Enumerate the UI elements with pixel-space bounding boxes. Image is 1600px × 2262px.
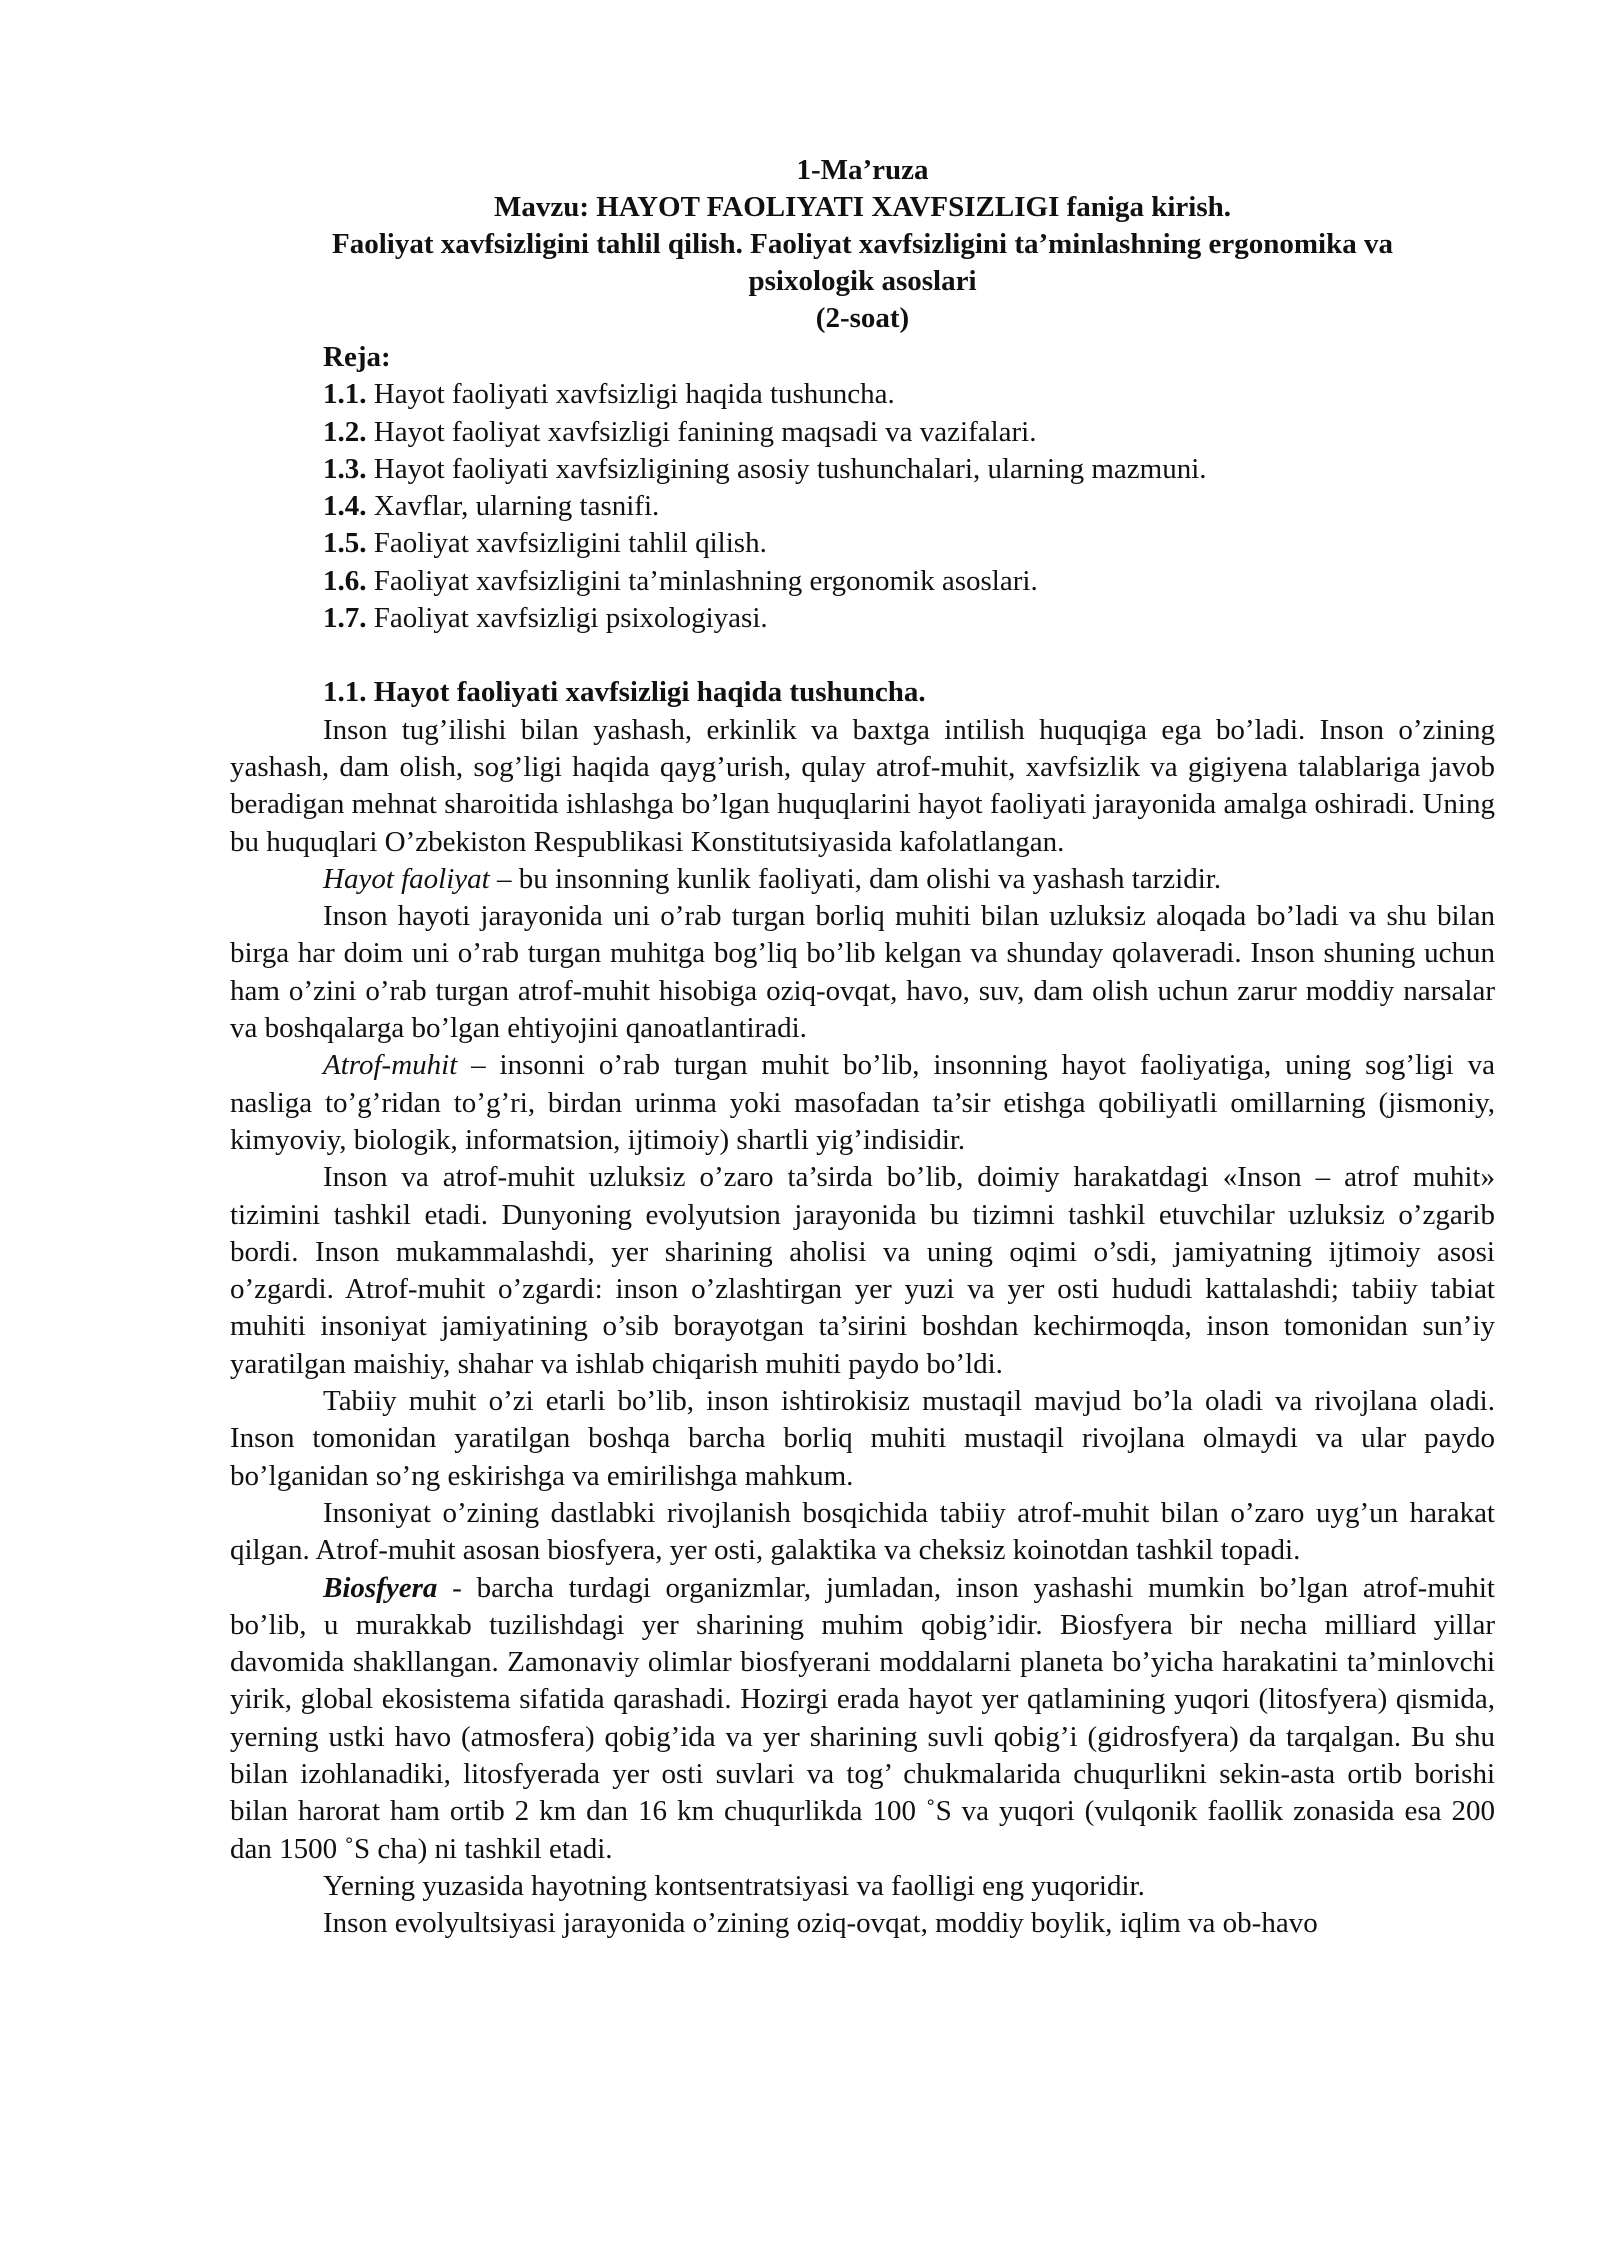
plan-label: Reja:	[323, 341, 391, 373]
paragraph: Inson va atrof-muhit uzluksiz o’zaro ta’sirda bo’lib, doimiy harakatdagi «Inson – atrof muhit» tizimini tashkil etadi. Dunyoning evolyutsion jarayonida bu tizimni tashkil etuvchilar uzluksiz o’zgarib bordi. Inson mukammalashdi, yer sharining aholisi va uning oqimi o’sdi, jamiyatning ijtimoiy asosi o’zgardi. Atrof-muhit o’zgardi: inson o’zlashtirgan yer yuzi va yer osti hududi kattalashdi; tabiiy tabiat muhiti insoniyat jamiyatining o’sib borayotgan ta’sirini boshdan kechirmoqda, inson tomonidan sun’iy yaratilgan maishiy, shahar va ishlab chiqarish muhiti paydo bo’ldi.	[230, 1161, 1495, 1380]
lecture-topic: Mavzu: HAYOT FAOLIYATI XAVFSIZLIGI faniga kirish.	[494, 191, 1231, 223]
term-hayot-faoliyat: Hayot faoliyat	[323, 862, 490, 895]
lecture-subtitle-line-1: Faoliyat xavfsizligini tahlil qilish. Faoliyat xavfsizligini ta’minlashning ergonomika va	[331, 228, 1393, 260]
paragraph: Inson hayoti jarayonida uni o’rab turgan borliq muhiti bilan uzluksiz aloqada bo’ladi va shu bilan birga har doim uni o’rab turgan muhitga bog’liq bo’lib kelgan va shunday qolaveradi. Inson shuning uchun ham o’zini o’rab turgan atrof-muhit hisobiga oziq-ovqat, havo, suv, dam olish uchun zarur moddiy narsalar va boshqalarga bo’lgan ehtiyojini qanoatlantiradi.	[230, 900, 1495, 1045]
plan-item-text: Faoliyat xavfsizligini tahlil qilish.	[366, 527, 767, 560]
plan-item	[323, 451, 1495, 488]
lecture-number: 1-Ma’ruza	[796, 154, 929, 186]
lecture-hours: (2-soat)	[815, 302, 910, 334]
paragraph-definition	[230, 861, 1495, 898]
plan-list	[323, 339, 1495, 637]
plan-item-text: Faoliyat xavfsizligi psixologiyasi.	[366, 602, 768, 635]
plan-item-number: 1.6.	[323, 564, 367, 597]
plan-item-number: 1.4.	[323, 490, 367, 523]
plan-item-number: 1.7.	[323, 602, 367, 635]
plan-item	[323, 376, 1495, 413]
section-heading: 1.1. Hayot faoliyati xavfsizligi haqida tushuncha.	[323, 676, 926, 709]
term-atrof-muhit: Atrof-muhit	[323, 1049, 458, 1082]
plan-item-text: Hayot faoliyati xavfsizligining asosiy tushunchalari, ularning mazmuni.	[366, 452, 1207, 485]
paragraph: Inson tug’ilishi bilan yashash, erkinlik va baxtga intilish huquqiga ega bo’ladi. Inson o’zining yashash, dam olish, sog’ligi haqida qayg’urish, qulay atrof-muhit, xavfsizlik va gigiyena talablariga javob beradigan mehnat sharoitida ishlashga bo’lgan huquqlarini hayot faoliyati jarayonida amalga oshiradi. Uning bu huquqlari O’zbekiston Respublikasi Konstitutsiyasida kafolatlangan.	[230, 713, 1495, 858]
plan-item-text: Faoliyat xavfsizligini ta’minlashning ergonomik asoslari.	[366, 564, 1038, 597]
term-biosfyera: Biosfyera	[323, 1571, 438, 1604]
plan-item-number: 1.2.	[323, 415, 367, 448]
paragraph: Inson evolyultsiyasi jarayonida o’zining oziq-ovqat, moddiy boylik, iqlim va ob-havo	[323, 1907, 1318, 1940]
definition-text: – insonni o’rab turgan muhit bo’lib, insonning hayot faoliyatiga, uning sog’ligi va nasliga to’g’ridan to’g’ri, birdan urinma yoki masofadan ta’sir etishga qobiliyatli omillarning (jismoniy, kimyoviy, biologik, informatsion, ijtimoiy) shartli yig’indisidir.	[230, 1049, 1495, 1156]
document-page	[230, 152, 1495, 1942]
plan-item-number: 1.1.	[323, 378, 367, 411]
plan-item	[323, 600, 1495, 637]
paragraph-definition	[230, 1570, 1495, 1868]
plan-item	[323, 525, 1495, 562]
plan-item-text: Hayot faoliyati xavfsizligi haqida tushuncha.	[366, 378, 895, 411]
lecture-subtitle-line-2: psixologik asoslari	[748, 265, 977, 297]
plan-item	[323, 414, 1495, 451]
section-body	[230, 712, 1495, 1943]
plan-item-number: 1.5.	[323, 527, 367, 560]
plan-item-text: Hayot faoliyat xavfsizligi fanining maqsadi va vazifalari.	[366, 415, 1037, 448]
plan-item-number: 1.3.	[323, 452, 367, 485]
plan-item	[323, 563, 1495, 600]
paragraph: Tabiiy muhit o’zi etarli bo’lib, inson ishtirokisiz mustaqil mavjud bo’la oladi va rivojlana oladi. Inson tomonidan yaratilgan boshqa barcha borliq muhiti mustaqil rivojlana olmaydi va ular paydo bo’lganidan so’ng eskirishga va emirilishga mahkum.	[230, 1385, 1495, 1492]
plan-item-text: Xavflar, ularning tasnifi.	[366, 490, 660, 523]
paragraph: Insoniyat o’zining dastlabki rivojlanish bosqichida tabiiy atrof-muhit bilan o’zaro uyg’un harakat qilgan. Atrof-muhit asosan biosfyera, yer osti, galaktika va cheksiz koinotdan tashkil topadi.	[230, 1496, 1495, 1567]
definition-text: - barcha turdagi organizmlar, jumladan, inson yashashi mumkin bo’lgan atrof-muhit bo’lib, u murakkab tuzilishdagi yer sharining muhim qobig’idir. Biosfyera bir necha milliard yillar davomida shakllangan. Zamonaviy olimlar biosfyerani moddalarni planeta bo’yicha harakatini ta’minlovchi yirik, global ekosistema sifatida qarashadi. Hozirgi erada hayot yer qatlamining yuqori (litosfyera) qismida, yerning ustki havo (atmosfera) qobig’ida va yer sharining suvli qobig’i (gidrosfyera) da tarqalgan. Bu shu bilan izohlanadiki, litosfyerada yer osti suvlari va tog’ chukmalarida chuqurlikni sekin-asta ortib borishi bilan harorat ham ortib 2 km dan 16 km chuqurlikda 100 ˚S va yuqori (vulqonik faollik zonasida esa 200 dan 1500 ˚S cha) ni tashkil etadi.	[230, 1571, 1495, 1865]
definition-text: – bu insonning kunlik faoliyati, dam olishi va yashash tarzidir.	[489, 862, 1222, 895]
plan-item	[323, 488, 1495, 525]
paragraph-definition	[230, 1047, 1495, 1159]
paragraph: Yerning yuzasida hayotning kontsentratsiyasi va faolligi eng yuqoridir.	[323, 1869, 1145, 1902]
